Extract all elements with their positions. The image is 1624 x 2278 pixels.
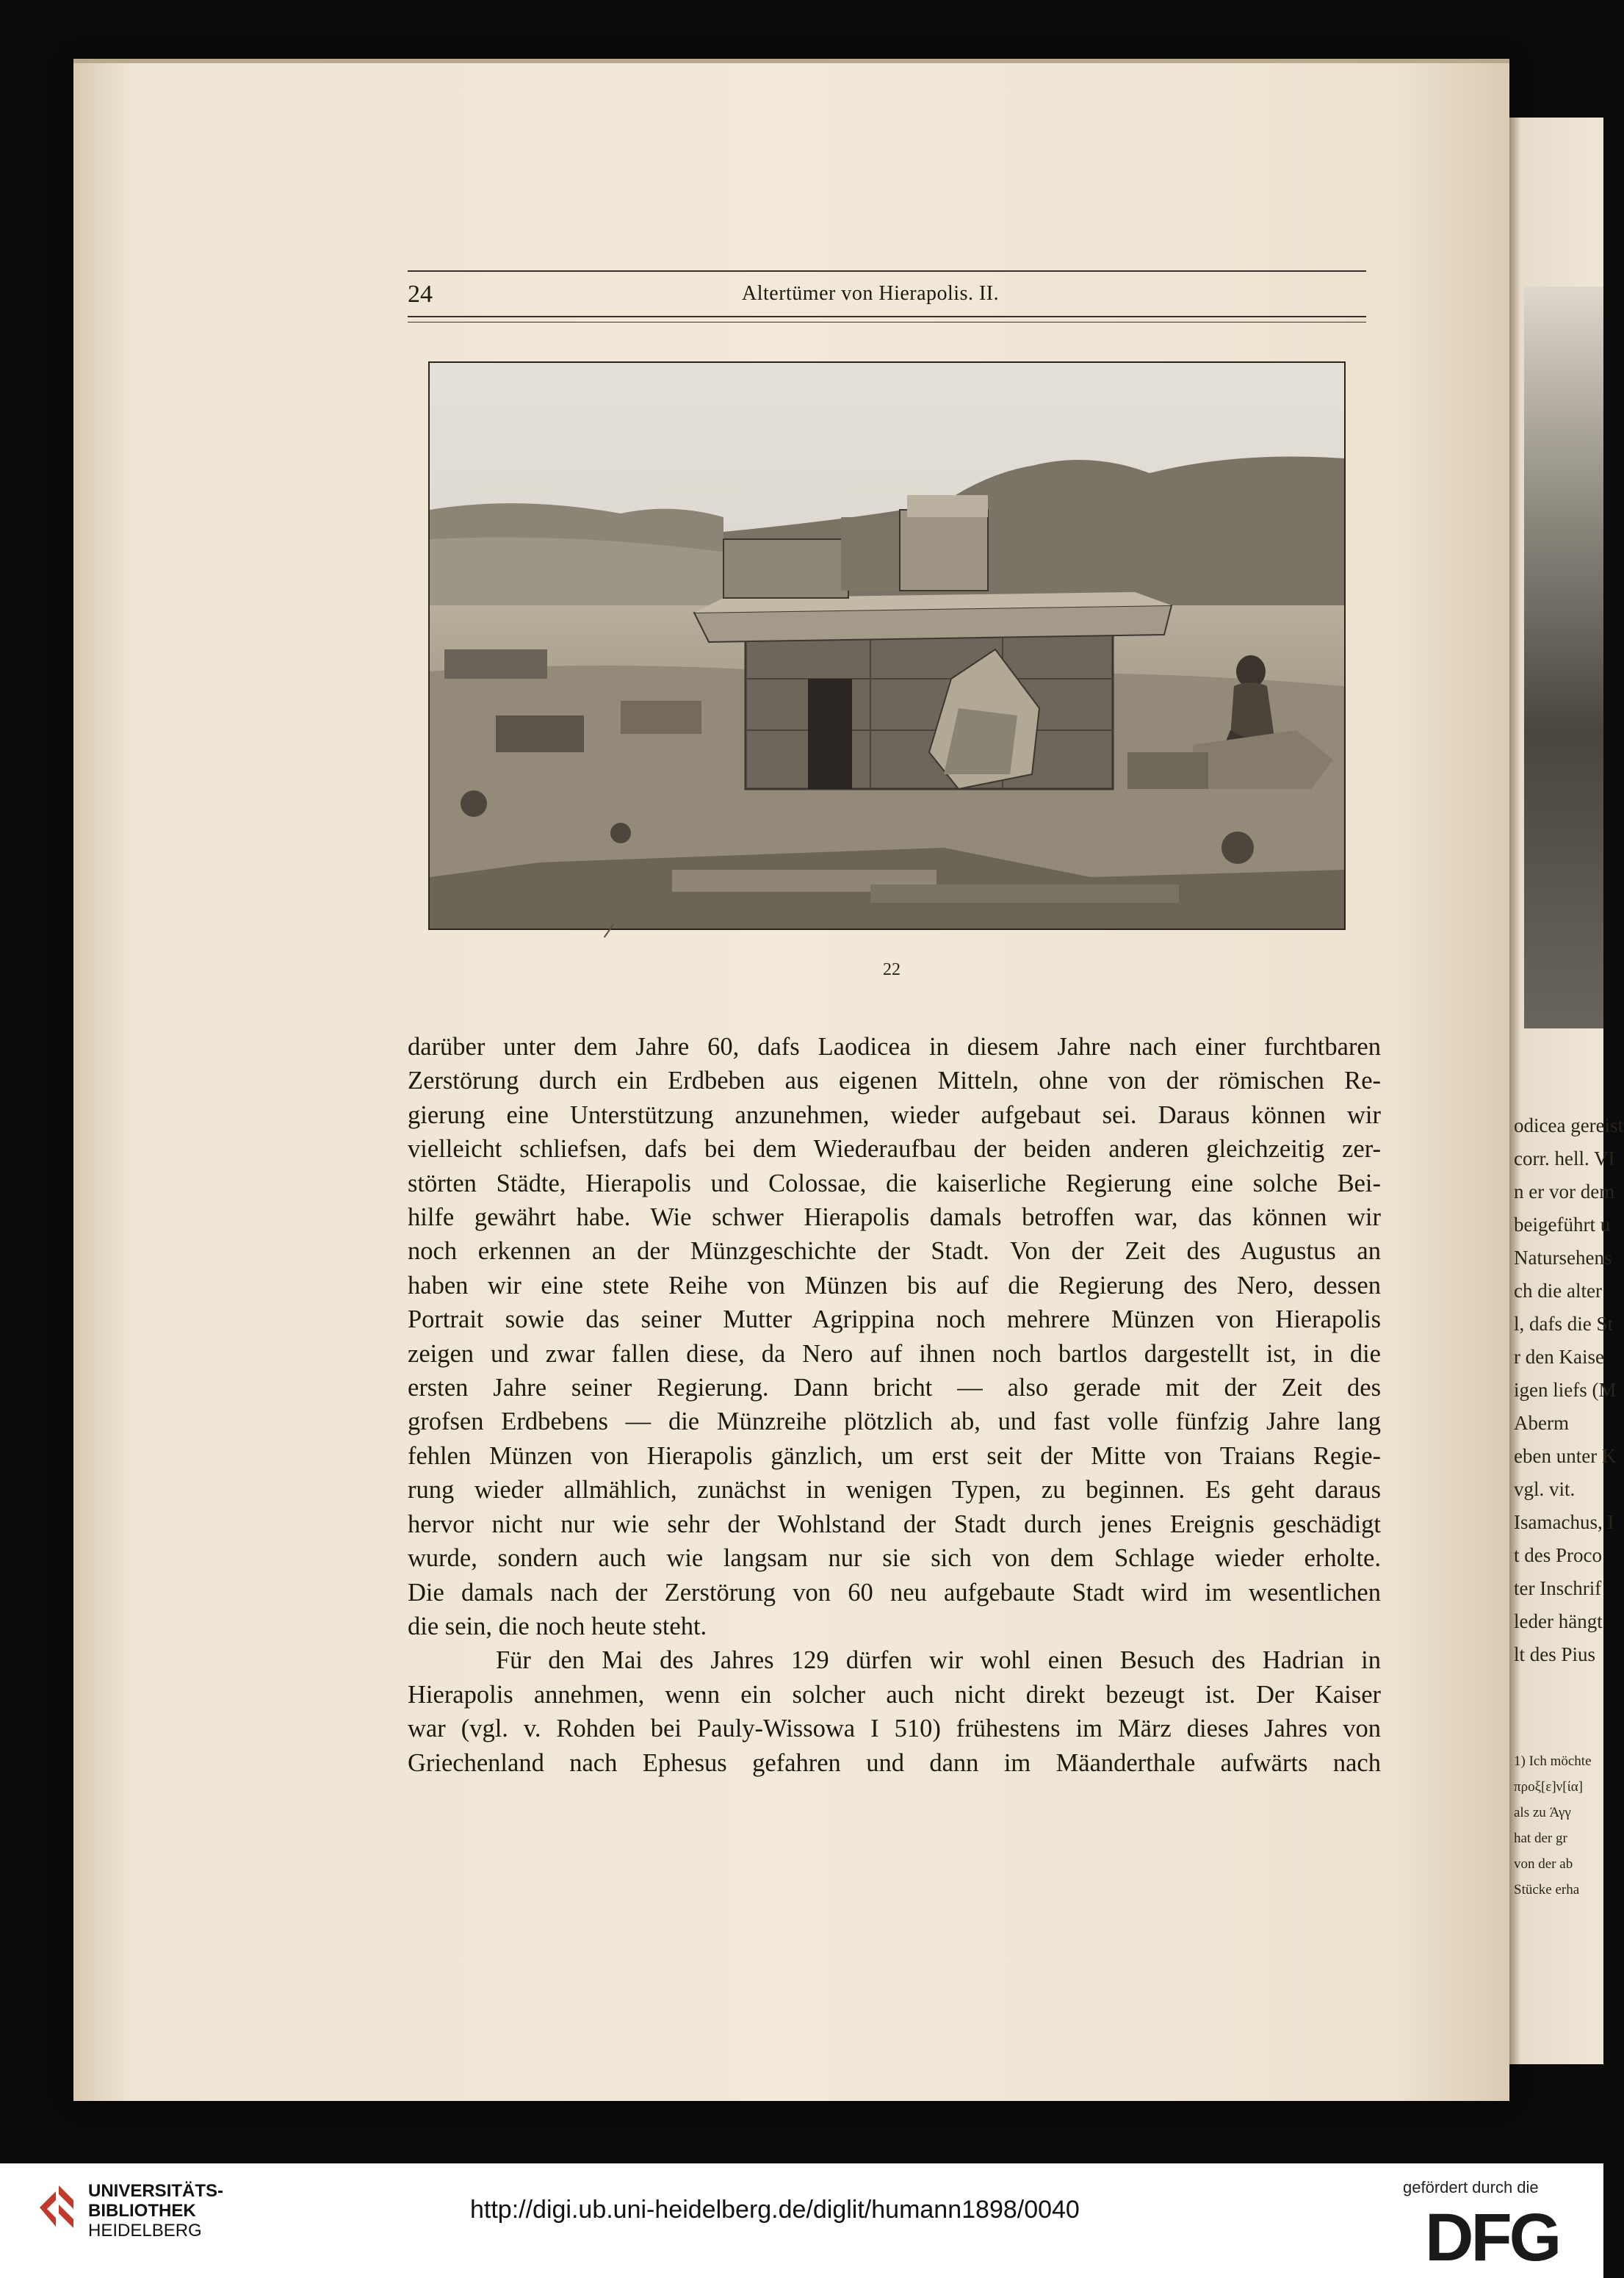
next-page-line: odicea gereist <box>1514 1114 1624 1136</box>
next-page-edge <box>1509 118 1624 2064</box>
text-line: grofsen Erdbebens — die Münzreihe plötzlich ab, und fast volle fünfzig Jahre lang <box>408 1407 1381 1436</box>
library-logo-icon <box>37 2178 76 2235</box>
text-line: fehlen Münzen von Hierapolis gänzlich, um erst seit der Mitte von Traians Regie- <box>408 1441 1381 1470</box>
text-line: Die damals nach der Zerstörung von 60 neu aufgebaute Stadt wird im wesentlichen <box>408 1578 1381 1607</box>
text-line: Portrait sowie das seiner Mutter Agrippina noch mehrere Münzen von Hierapolis <box>408 1305 1381 1334</box>
page-number: 24 <box>408 281 433 308</box>
permalink-url[interactable]: http://digi.ub.uni-heidelberg.de/diglit/humann1898/0040 <box>470 2196 1080 2224</box>
next-page-line: leder hängt <box>1514 1610 1603 1632</box>
text-line: ersten Jahre seiner Regierung. Dann bricht — also gerade mit der Zeit des <box>408 1374 1381 1402</box>
text-line: Zerstörung durch ein Erdbeben aus eigenen Mitteln, ohne von der römischen Re- <box>408 1067 1381 1095</box>
next-page-line: Aberm <box>1514 1412 1569 1434</box>
next-page-footnotes <box>1514 1748 1624 1903</box>
next-page-line: t des Proco <box>1514 1544 1602 1566</box>
text-line: zeigen und zwar fallen diese, da Nero auf ihnen noch bartlos dargestellt ist, in die <box>408 1339 1381 1368</box>
text-line: rung wieder allmählich, zunächst in wenigen Typen, zu beginnen. Es geht daraus <box>408 1476 1381 1504</box>
next-page-note: als zu Άγγ <box>1514 1805 1571 1820</box>
next-page-line: vgl. vit. <box>1514 1478 1576 1500</box>
next-page-note: von der ab <box>1514 1856 1573 1872</box>
page-top-edge <box>73 59 1509 63</box>
text-line: war (vgl. v. Rohden bei Pauly-Wissowa I 510) frühestens im März dieses Jahres von <box>408 1715 1381 1743</box>
text-line: Griechenland nach Ephesus gefahren und dann im Mäanderthale aufwärts nach <box>408 1748 1381 1777</box>
text-line: wurde, sondern auch wie langsam nur sie sich von dem Schlage wieder erholte. <box>408 1544 1381 1573</box>
next-page-line: l, dafs die St <box>1514 1313 1613 1335</box>
text-line: die sein, die noch heute steht. <box>408 1612 707 1640</box>
text-line: gierung eine Unterstützung anzunehmen, wieder aufgebaut sei. Daraus können wir <box>408 1100 1381 1129</box>
next-page-photo <box>1524 286 1603 1028</box>
next-page-line: beigeführt u <box>1514 1214 1611 1236</box>
footer-banner <box>0 2163 1603 2278</box>
library-name-line: HEIDELBERG <box>88 2221 202 2241</box>
text-line: noch erkennen an der Münzgeschichte der Stadt. Von der Zeit des Augustus an <box>408 1237 1381 1266</box>
next-page-text <box>1514 1109 1624 1671</box>
header-rule-bottom <box>408 316 1366 317</box>
next-page-line: ter Inschrif <box>1514 1577 1602 1599</box>
library-name-line: BIBLIOTHEK <box>88 2201 196 2221</box>
tomb-photograph <box>428 361 1346 930</box>
text-line: hilfe gewährt habe. Wie schwer Hierapolis damals betroffen war, das können wir <box>408 1203 1381 1232</box>
next-page-line: ch die alter <box>1514 1280 1602 1302</box>
text-line: vielleicht schliefsen, dafs bei dem Wiederaufbau der beiden anderen gleichzeitig zer- <box>408 1135 1381 1164</box>
next-page-line: eben unter K <box>1514 1445 1617 1467</box>
next-page-note: Stücke erha <box>1514 1882 1580 1897</box>
next-page-line: n er vor dem <box>1514 1181 1615 1203</box>
library-name <box>88 2181 223 2241</box>
text-line: haben wir eine stete Reihe von Münzen bis auf die Regierung des Nero, dessen <box>408 1271 1381 1300</box>
next-page-line: igen liefs (M <box>1514 1379 1617 1401</box>
next-page-note: hat der gr <box>1514 1831 1567 1846</box>
running-title: Altertümer von Hierapolis. II. <box>742 282 1000 305</box>
text-line: darüber unter dem Jahre 60, dafs Laodicea in diesem Jahre nach einer furchtbaren <box>408 1033 1381 1061</box>
next-page-line: corr. hell. VI <box>1514 1147 1615 1169</box>
library-name-line: UNIVERSITÄTS- <box>88 2181 224 2201</box>
next-page-line: r den Kaise <box>1514 1346 1604 1368</box>
text-line: hervor nicht nur wie sehr der Wohlstand der Stadt durch jenes Ereignis geschädigt <box>408 1510 1381 1538</box>
text-line: störten Städte, Hierapolis und Colossae, die kaiserliche Regierung eine solche Bei- <box>408 1169 1381 1197</box>
sponsor-caption: gefördert durch die <box>1403 2178 1539 2196</box>
next-page-line: Isamachus, I <box>1514 1511 1614 1533</box>
next-page-note: 1) Ich möchte <box>1514 1753 1592 1769</box>
body-text <box>408 1030 1381 1780</box>
next-page-line: lt des Pius <box>1514 1643 1596 1665</box>
dfg-logo-text: DFG <box>1425 2200 1559 2275</box>
header-rule-top <box>408 270 1366 272</box>
dfg-logo-icon <box>1425 2200 1579 2275</box>
next-page-note: προξ[ε]ν[ία] <box>1514 1779 1583 1795</box>
text-line: Für den Mai des Jahres 129 dürfen wir wohl einen Besuch des Hadrian in <box>496 1646 1381 1675</box>
next-page-line: Natursehens <box>1514 1247 1612 1269</box>
text-line: Hierapolis annehmen, wenn ein solcher auch nicht direkt bezeugt ist. Der Kaiser <box>408 1680 1381 1709</box>
figure-number: 22 <box>883 960 901 979</box>
